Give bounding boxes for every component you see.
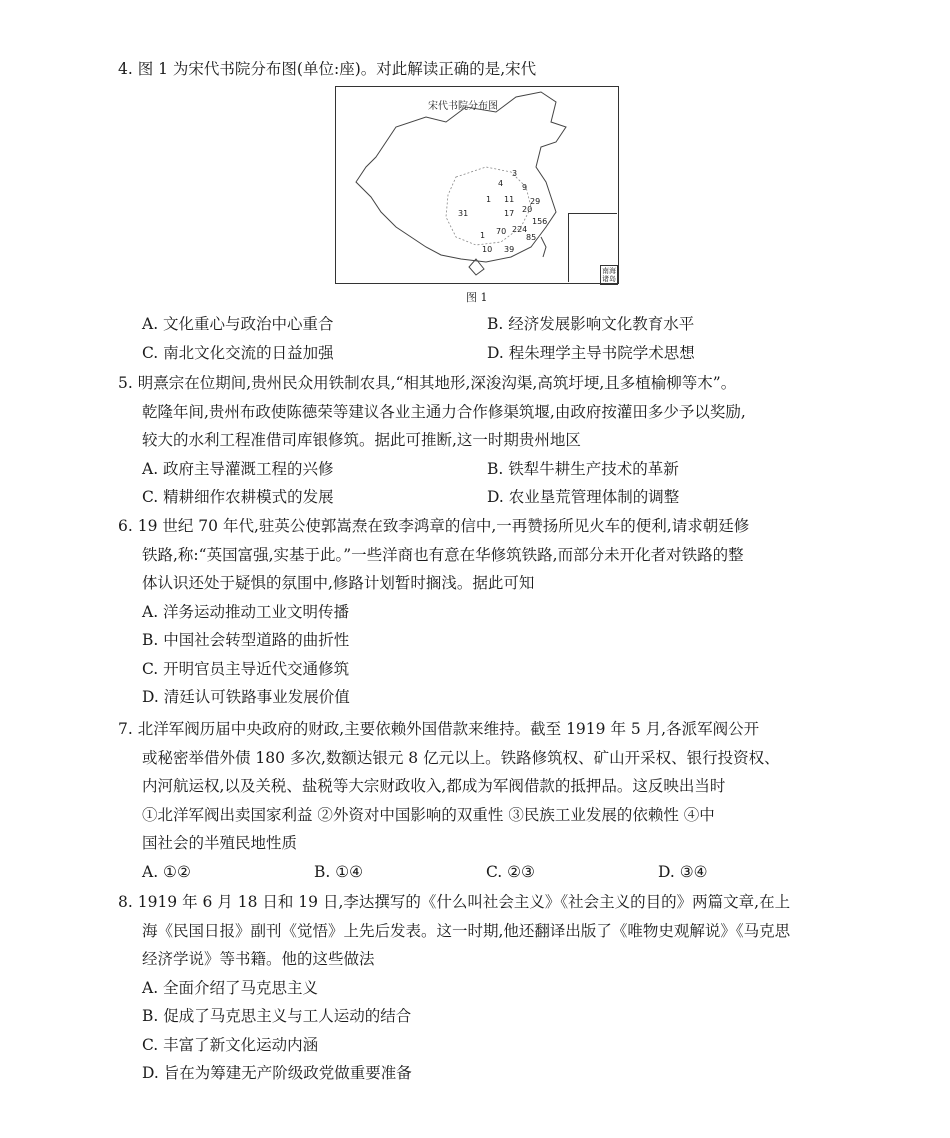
question-6 <box>118 512 838 712</box>
q6-line: 6. 19 世纪 70 年代,驻英公使郭嵩焘在致李鸿章的信中,一再赞扬所见火车的便利,请求朝廷修 <box>118 517 750 535</box>
option-b[interactable]: B. 经济发展影响文化教育水平 <box>487 315 695 333</box>
q6-line: 铁路,称:“英国富强,实基于此。”一些洋商也有意在华修筑铁路,而部分未开化者对铁路的整 <box>142 545 744 564</box>
map-number: 20 <box>522 205 533 214</box>
q5-line: 5. 明熹宗在位期间,贵州民众用铁制农具,“相其地形,深浚沟渠,高筑圩埂,且多植榆柳等木”。 <box>118 374 737 392</box>
map-number: 11 <box>504 195 515 204</box>
option-d[interactable]: D. 农业垦荒管理体制的调整 <box>487 488 680 506</box>
option-b[interactable]: B. ①④ <box>314 862 364 881</box>
map-number: 3 <box>512 169 518 178</box>
option-d[interactable]: D. 旨在为筹建无产阶级政党做重要准备 <box>142 1064 412 1082</box>
q7-line: 内河航运权,以及关税、盐税等大宗财政收入,都成为军阀借款的抵押品。这反映出当时 <box>142 777 726 795</box>
map-title: 宋代书院分布图 <box>428 101 498 112</box>
map-number: 17 <box>504 209 515 218</box>
map-number: 39 <box>504 245 515 254</box>
q8-line: 8. 1919 年 6 月 18 日和 19 日,李达撰写的《什么叫社会主义》《社会主义的目的》两篇文章,在上 <box>118 893 791 911</box>
option-b[interactable]: B. 中国社会转型道路的曲折性 <box>142 631 350 649</box>
q5-line: 乾隆年间,贵州布政使陈德荣等建议各业主通力合作修渠筑堰,由政府按灌田多少予以奖励, <box>142 402 746 421</box>
q4-options <box>118 310 838 367</box>
map-number: 156 <box>532 217 548 226</box>
question-8 <box>118 888 838 1088</box>
option-d[interactable]: D. 程朱理学主导书院学术思想 <box>487 343 695 362</box>
q8-line: 海《民国日报》副刊《觉悟》上先后发表。这一时期,他还翻译出版了《唯物史观解说》《马克思 <box>142 921 791 940</box>
q7-line: 或秘密举借外债 180 多次,数额达银元 8 亿元以上。铁路修筑权、矿山开采权、银行投资权、 <box>142 748 780 767</box>
map-number: 10 <box>482 245 493 254</box>
inset-label: 南海 诸岛 <box>602 267 616 283</box>
q7-line: 7. 北洋军阀历届中央政府的财政,主要依赖外国借款来维持。截至 1919 年 5 月,各派军阀公开 <box>118 720 760 738</box>
q8-line: 经济学说》等书籍。他的这些做法 <box>142 950 375 968</box>
figure-caption: 图 1 <box>466 291 488 304</box>
option-a[interactable]: A. 政府主导灌溉工程的兴修 <box>142 459 334 478</box>
option-d[interactable]: D. 清廷认可铁路事业发展价值 <box>142 688 350 706</box>
option-b[interactable]: B. 铁犁牛耕生产技术的革新 <box>487 459 679 478</box>
option-d[interactable]: D. ③④ <box>658 862 708 881</box>
option-c[interactable]: C. 南北文化交流的日益加强 <box>142 343 334 362</box>
map-number: 70 <box>496 227 507 236</box>
map-number: 29 <box>530 197 541 206</box>
map-number: 224 <box>512 225 528 234</box>
map-number: 1 <box>486 195 492 204</box>
option-b[interactable]: B. 促成了马克思主义与工人运动的结合 <box>142 1007 412 1025</box>
option-a[interactable]: A. 全面介绍了马克思主义 <box>142 978 319 997</box>
question-7 <box>118 715 838 886</box>
option-a[interactable]: A. ①② <box>142 862 191 881</box>
map-number: 4 <box>498 179 504 188</box>
map-number: 9 <box>522 183 528 192</box>
song-academy-map <box>335 86 619 284</box>
q6-line: 体认识还处于疑惧的氛围中,修路计划暂时搁浅。据此可知 <box>142 574 535 592</box>
q4-stem: 4. 图 1 为宋代书院分布图(单位:座)。对此解读正确的是,宋代 <box>118 60 537 78</box>
option-c[interactable]: C. 开明官员主导近代交通修筑 <box>142 659 350 678</box>
option-a[interactable]: A. 洋务运动推动工业文明传播 <box>142 602 350 621</box>
question-5 <box>118 369 838 512</box>
map-number: 85 <box>526 233 537 242</box>
option-a[interactable]: A. 文化重心与政治中心重合 <box>142 315 334 333</box>
q5-line: 较大的水利工程准借司库银修筑。据此可推断,这一时期贵州地区 <box>142 431 581 449</box>
option-c[interactable]: C. 精耕细作农耕模式的发展 <box>142 488 334 506</box>
map-number: 31 <box>458 209 469 218</box>
option-c[interactable]: C. ②③ <box>486 862 535 881</box>
question-4 <box>118 55 838 84</box>
map-number: 1 <box>480 231 486 240</box>
q7-items: 国社会的半殖民地性质 <box>142 834 298 852</box>
option-c[interactable]: C. 丰富了新文化运动内涵 <box>142 1035 319 1054</box>
q7-items: ①北洋军阀出卖国家利益 ②外资对中国影响的双重性 ③民族工业发展的依赖性 ④中 <box>142 805 715 824</box>
